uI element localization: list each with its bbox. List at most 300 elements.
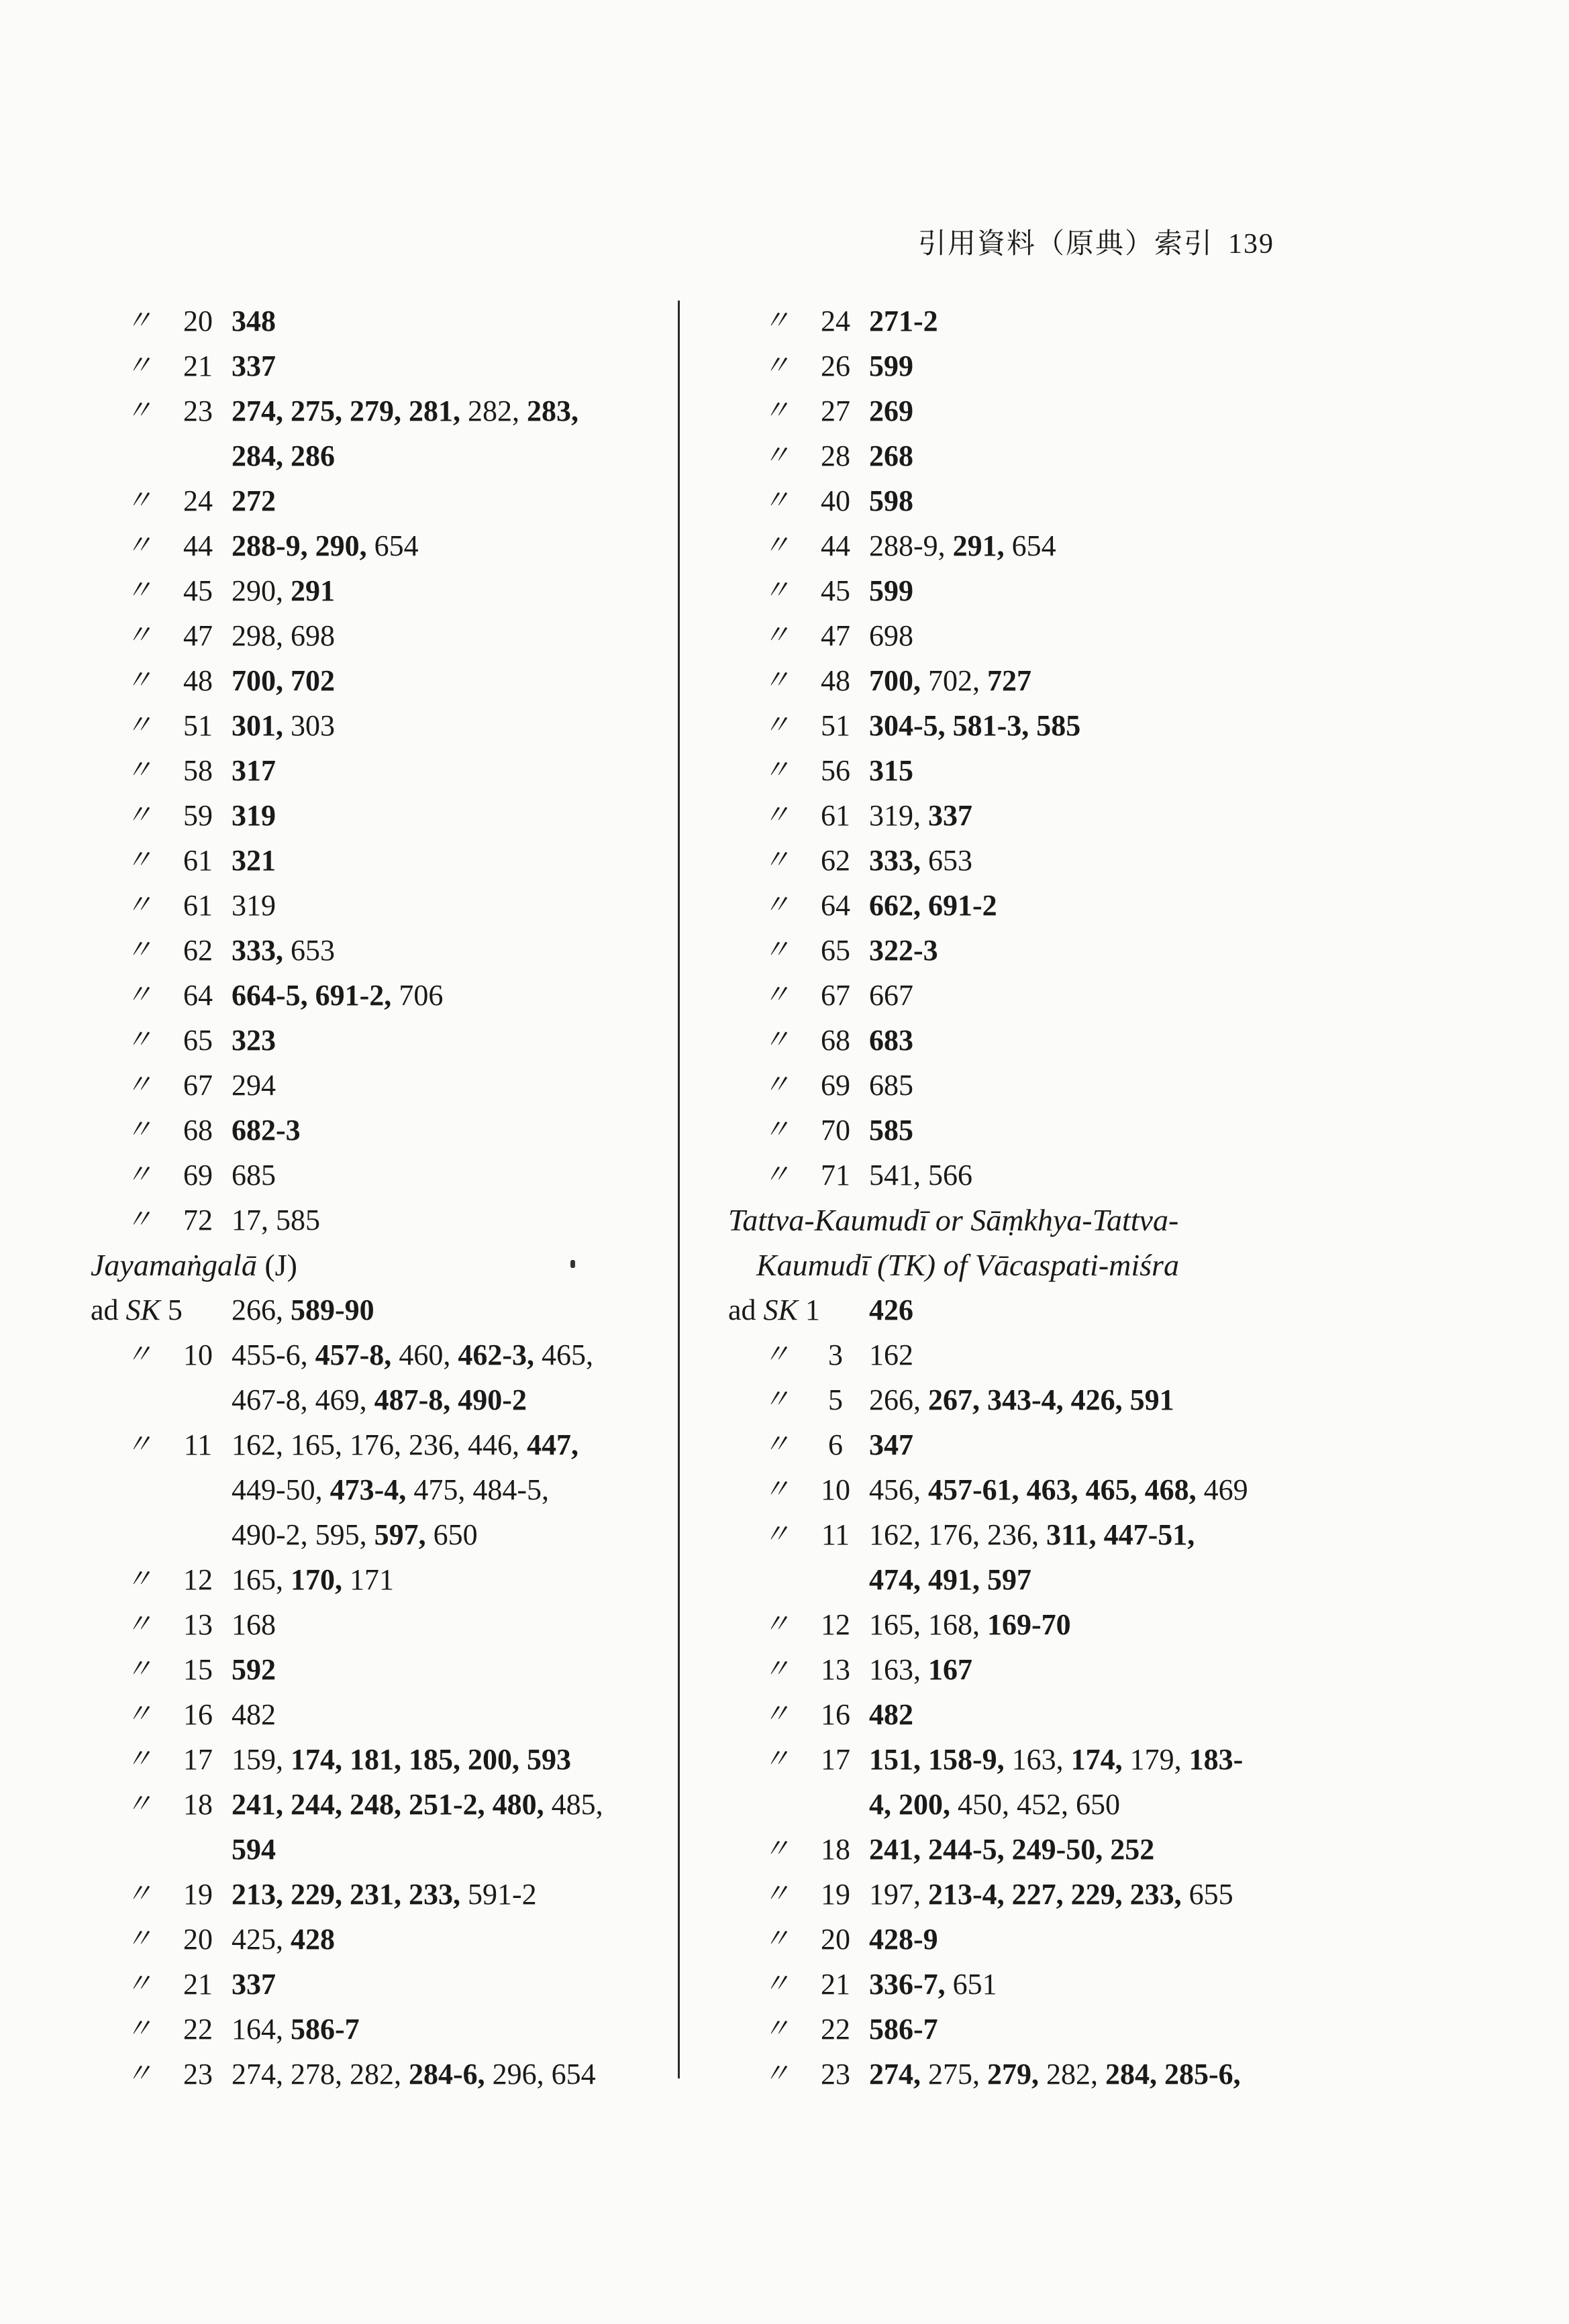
index-entry-line: [91, 883, 668, 928]
page-references: 298, 698: [232, 619, 335, 652]
index-entry-line: [91, 658, 668, 703]
verse-number: 16: [183, 1698, 213, 1731]
verse-number: 23: [821, 2058, 850, 2091]
ditto-mark: 〃: [125, 1699, 152, 1729]
ditto-mark: 〃: [763, 1969, 790, 1999]
index-entry-line: [91, 1737, 668, 1782]
index-entry-line: [728, 2052, 1319, 2097]
ditto-mark: 〃: [763, 1070, 790, 1100]
page-references: 151, 158-9, 163, 174, 179, 183-: [869, 1743, 1244, 1776]
index-entry-line: [728, 703, 1319, 748]
page-references: 271-2: [869, 305, 938, 337]
verse-number: 64: [821, 889, 850, 922]
page-references: 667: [869, 979, 913, 1012]
ditto-mark: 〃: [125, 1969, 152, 1999]
index-entry-line: [728, 748, 1319, 793]
ditto-mark: 〃: [763, 531, 790, 560]
page-references: 319: [232, 889, 276, 922]
page-references: 425, 428: [232, 1923, 335, 1956]
page-references: 337: [232, 1968, 276, 2001]
left-column: [91, 299, 668, 2097]
index-entry-line: [91, 1332, 668, 1377]
ditto-mark: 〃: [763, 1430, 790, 1459]
index-entry-line: [728, 1647, 1319, 1692]
verse-number: 48: [183, 664, 213, 697]
page-references: 159, 174, 181, 185, 200, 593: [232, 1743, 571, 1776]
verse-number: 45: [183, 574, 213, 607]
page-references: 197, 213-4, 227, 229, 233, 655: [869, 1878, 1233, 1911]
ditto-mark: 〃: [763, 666, 790, 695]
index-entry-line: [91, 1287, 668, 1332]
tattva-kaumudi-heading: [728, 1198, 1319, 1287]
index-entry-line: [91, 1692, 668, 1737]
page-references: 474, 491, 597: [869, 1563, 1031, 1596]
verse-number: 23: [183, 394, 213, 427]
page-references: 269: [869, 394, 913, 427]
ditto-mark: 〃: [763, 1879, 790, 1909]
index-entry-line: [728, 838, 1319, 883]
ditto-mark: 〃: [763, 2059, 790, 2089]
index-entry-line: [728, 1782, 1319, 1827]
index-entry-line: [91, 1153, 668, 1198]
verse-number: 51: [183, 709, 213, 742]
verse-number: 12: [821, 1608, 850, 1641]
verse-number: 19: [821, 1878, 850, 1911]
index-entry-line: [728, 1557, 1319, 1602]
index-entry-line: [91, 1647, 668, 1692]
index-entry-line: [728, 658, 1319, 703]
verse-number: 61: [183, 844, 213, 877]
verse-number: 64: [183, 979, 213, 1012]
page-references: 294: [232, 1069, 276, 1102]
index-entry-line: [728, 1018, 1319, 1063]
ditto-mark: 〃: [125, 1879, 152, 1909]
page-references: 700, 702, 727: [869, 664, 1031, 697]
ditto-mark: 〃: [125, 1565, 152, 1594]
ditto-mark: 〃: [125, 1430, 152, 1459]
ditto-mark: 〃: [763, 396, 790, 425]
verse-number: 15: [183, 1653, 213, 1686]
ditto-mark: 〃: [125, 980, 152, 1010]
verse-number: 48: [821, 664, 850, 697]
page-references: 594: [232, 1833, 276, 1866]
index-entry-line: [91, 433, 668, 478]
page-references: 456, 457-61, 463, 465, 468, 469: [869, 1473, 1248, 1506]
ditto-mark: 〃: [763, 576, 790, 605]
right-column: [728, 299, 1319, 2097]
page-references: 241, 244, 248, 251-2, 480, 485,: [232, 1788, 603, 1821]
ditto-mark: 〃: [763, 486, 790, 515]
verse-number: 10: [821, 1473, 850, 1506]
verse-number: 20: [183, 1923, 213, 1956]
heading-line-2-text: Kaumudī (TK) of Vācaspati-miśra: [756, 1248, 1179, 1282]
ditto-mark: 〃: [763, 1654, 790, 1684]
ditto-mark: 〃: [763, 1340, 790, 1369]
page-references: 17, 585: [232, 1204, 320, 1236]
ditto-mark: 〃: [125, 800, 152, 830]
page-references: 321: [232, 844, 276, 877]
ditto-mark: 〃: [125, 306, 152, 335]
ditto-mark: 〃: [125, 576, 152, 605]
index-entry-line: [728, 568, 1319, 613]
ditto-mark: 〃: [763, 306, 790, 335]
ditto-mark: 〃: [763, 1115, 790, 1145]
verse-number: 61: [821, 799, 850, 832]
heading-line-1: [728, 1203, 1178, 1237]
verse-number: 3: [828, 1338, 843, 1371]
page-references: 467-8, 469, 487-8, 490-2: [232, 1383, 527, 1416]
page-references: 585: [869, 1114, 913, 1147]
index-entry-line: [91, 299, 668, 344]
index-entry-line: [91, 1782, 668, 1827]
verse-number: 24: [821, 305, 850, 337]
page-references: 266, 267, 343-4, 426, 591: [869, 1383, 1174, 1416]
index-entry-line: [91, 388, 668, 433]
page-references: 482: [232, 1698, 276, 1731]
index-entry-line: [91, 344, 668, 388]
verse-number: 13: [821, 1653, 850, 1686]
ditto-mark: 〃: [125, 1654, 152, 1684]
index-entry-line: [728, 1872, 1319, 1917]
page-references: 288-9, 291, 654: [869, 529, 1056, 562]
page-references: 541, 566: [869, 1159, 972, 1192]
page-references: 455-6, 457-8, 460, 462-3, 465,: [232, 1338, 593, 1371]
index-entry-line: [91, 2007, 668, 2052]
page-references: 662, 691-2: [869, 889, 997, 922]
page-references: 700, 702: [232, 664, 335, 697]
verse-number: 69: [821, 1069, 850, 1102]
verse-number: 27: [821, 394, 850, 427]
page-references: 323: [232, 1024, 276, 1057]
index-entry-line: [728, 883, 1319, 928]
sk-label: ad SK 1: [728, 1293, 820, 1326]
ditto-mark: 〃: [763, 1609, 790, 1639]
index-entry-line: [728, 793, 1319, 838]
index-entry-line: [91, 838, 668, 883]
verse-number: 17: [821, 1743, 850, 1776]
verse-number: 71: [821, 1159, 850, 1192]
page-references: 304-5, 581-3, 585: [869, 709, 1081, 742]
index-entry-line: [91, 1377, 668, 1422]
verse-number: 72: [183, 1204, 213, 1236]
right-bottom-entries: [728, 1287, 1319, 2097]
ditto-mark: 〃: [125, 1205, 152, 1234]
ditto-mark: 〃: [125, 890, 152, 920]
index-entry-line: [91, 748, 668, 793]
ditto-mark: 〃: [763, 935, 790, 965]
index-entry-line: [91, 1827, 668, 1872]
verse-number: 67: [183, 1069, 213, 1102]
index-entry-line: [728, 1063, 1319, 1108]
page-references: 490-2, 595, 597, 650: [232, 1518, 478, 1551]
verse-number: 51: [821, 709, 850, 742]
verse-number: 47: [183, 619, 213, 652]
verse-number: 19: [183, 1878, 213, 1911]
ditto-mark: 〃: [125, 486, 152, 515]
index-entry-line: [91, 1198, 668, 1243]
ditto-mark: 〃: [125, 2059, 152, 2089]
index-entry-line: [728, 1737, 1319, 1782]
verse-number: 58: [183, 754, 213, 787]
index-entry-line: [728, 344, 1319, 388]
ditto-mark: 〃: [763, 1699, 790, 1729]
ditto-mark: 〃: [763, 755, 790, 785]
page-references: 272: [232, 484, 276, 517]
ditto-mark: 〃: [125, 1609, 152, 1639]
index-entry-line: [728, 1692, 1319, 1737]
index-entry-line: [728, 1962, 1319, 2007]
index-entry-line: [728, 478, 1319, 523]
verse-number: 17: [183, 1743, 213, 1776]
index-entry-line: [91, 1467, 668, 1512]
index-entry-line: [91, 1108, 668, 1153]
index-entry-line: [728, 1917, 1319, 1962]
ditto-mark: 〃: [125, 621, 152, 650]
verse-number: 12: [183, 1563, 213, 1596]
column-divider: [678, 301, 680, 2078]
verse-number: 65: [821, 934, 850, 967]
ditto-mark: 〃: [763, 2014, 790, 2044]
verse-number: 6: [828, 1428, 843, 1461]
verse-number: 70: [821, 1114, 850, 1147]
verse-number: 44: [183, 529, 213, 562]
page-references: 685: [869, 1069, 913, 1102]
index-entry-line: [91, 1063, 668, 1108]
index-entry-line: [728, 299, 1319, 344]
ditto-mark: 〃: [763, 351, 790, 380]
verse-number: 44: [821, 529, 850, 562]
page-references: 322-3: [869, 934, 938, 967]
index-entry-line: [728, 433, 1319, 478]
page-references: 162, 165, 176, 236, 446, 447,: [232, 1428, 578, 1461]
ditto-mark: 〃: [125, 845, 152, 875]
index-entry-line: [91, 1917, 668, 1962]
ditto-mark: 〃: [763, 1520, 790, 1549]
left-top-entries: [91, 299, 668, 1243]
sk-label: ad SK 5: [91, 1293, 183, 1326]
verse-number: 23: [183, 2058, 213, 2091]
ditto-mark: 〃: [763, 1834, 790, 1864]
ditto-mark: 〃: [763, 1025, 790, 1055]
ditto-mark: 〃: [763, 441, 790, 470]
index-entry-line: [728, 2007, 1319, 2052]
ditto-mark: 〃: [125, 531, 152, 560]
ditto-mark: 〃: [763, 621, 790, 650]
page-references: 482: [869, 1698, 913, 1731]
heading-line-1-text: Tattva-Kaumudī or Sāṃkhya-Tattva-: [728, 1203, 1179, 1237]
index-entry-line: [91, 568, 668, 613]
verse-number: 69: [183, 1159, 213, 1192]
index-entry-line: [91, 478, 668, 523]
ditto-mark: 〃: [125, 2014, 152, 2044]
verse-number: 56: [821, 754, 850, 787]
page-references: 347: [869, 1428, 913, 1461]
index-entry-line: [728, 973, 1319, 1018]
ditto-mark: 〃: [125, 755, 152, 785]
page-references: 685: [232, 1159, 276, 1192]
ditto-mark: 〃: [125, 1789, 152, 1819]
page-references: 168: [232, 1608, 276, 1641]
running-header: [918, 221, 1275, 268]
verse-number: 21: [183, 350, 213, 382]
ditto-mark: 〃: [125, 1115, 152, 1145]
index-entry-line: [728, 1153, 1319, 1198]
verse-number: 67: [821, 979, 850, 1012]
page-references: 4, 200, 450, 452, 650: [869, 1788, 1120, 1821]
verse-number: 11: [821, 1518, 850, 1551]
page-references: 333, 653: [869, 844, 972, 877]
index-entry-line: [91, 2052, 668, 2097]
verse-number: 5: [828, 1383, 843, 1416]
page-references: 592: [232, 1653, 276, 1686]
page-references: 301, 303: [232, 709, 335, 742]
page-references: 698: [869, 619, 913, 652]
index-entry-line: [728, 613, 1319, 658]
index-entry-line: [728, 1287, 1319, 1332]
page-references: 337: [232, 350, 276, 382]
page-references: 682-3: [232, 1114, 301, 1147]
index-entry-line: [91, 1602, 668, 1647]
page-references: 165, 170, 171: [232, 1563, 394, 1596]
page-references: 164, 586-7: [232, 2013, 360, 2046]
verse-number: 62: [183, 934, 213, 967]
index-entry-line: [728, 1108, 1319, 1153]
page-references: 319, 337: [869, 799, 972, 832]
ditto-mark: 〃: [125, 935, 152, 965]
verse-number: 59: [183, 799, 213, 832]
ditto-mark: 〃: [763, 1924, 790, 1954]
index-entry-line: [728, 1422, 1319, 1467]
index-entry-line: [728, 523, 1319, 568]
page-references: 599: [869, 350, 913, 382]
verse-number: 22: [821, 2013, 850, 2046]
page-references: 449-50, 473-4, 475, 484-5,: [232, 1473, 549, 1506]
page-references: 599: [869, 574, 913, 607]
page-references: 586-7: [869, 2013, 938, 2046]
page-references: 274, 275, 279, 281, 282, 283,: [232, 394, 578, 427]
page-references: 163, 167: [869, 1653, 972, 1686]
page-references: 162, 176, 236, 311, 447-51,: [869, 1518, 1195, 1551]
page-references: 317: [232, 754, 276, 787]
ditto-mark: 〃: [125, 710, 152, 740]
verse-number: 65: [183, 1024, 213, 1057]
ditto-mark: 〃: [125, 351, 152, 380]
ditto-mark: 〃: [125, 1340, 152, 1369]
page-references: 336-7, 651: [869, 1968, 997, 2001]
index-entry-line: [91, 1512, 668, 1557]
index-entry-line: [91, 1557, 668, 1602]
page-references: 290, 291: [232, 574, 335, 607]
heading-work-title: Jayamaṅgalā: [91, 1248, 257, 1282]
verse-number: 21: [821, 1968, 850, 2001]
verse-number: 18: [183, 1788, 213, 1821]
ditto-mark: 〃: [763, 845, 790, 875]
heading-line-2: [728, 1243, 1319, 1287]
index-entry-line: [728, 1377, 1319, 1422]
ditto-mark: 〃: [763, 800, 790, 830]
page-references: 426: [869, 1293, 913, 1326]
index-entry-line: [91, 973, 668, 1018]
verse-number: 61: [183, 889, 213, 922]
page-references: 284, 286: [232, 439, 335, 472]
ditto-mark: 〃: [125, 1744, 152, 1774]
index-entry-line: [91, 523, 668, 568]
index-entry-line: [728, 1467, 1319, 1512]
index-entry-line: [91, 613, 668, 658]
verse-number: 16: [821, 1698, 850, 1731]
ditto-mark: 〃: [125, 1070, 152, 1100]
ditto-mark: 〃: [763, 1475, 790, 1504]
verse-number: 47: [821, 619, 850, 652]
page-references: 213, 229, 231, 233, 591-2: [232, 1878, 537, 1911]
index-entry-line: [91, 928, 668, 973]
verse-number: 13: [183, 1608, 213, 1641]
ditto-mark: 〃: [125, 1160, 152, 1190]
verse-number: 68: [183, 1114, 213, 1147]
ditto-mark: 〃: [763, 710, 790, 740]
index-entry-line: [91, 1018, 668, 1063]
index-entry-line: [91, 1872, 668, 1917]
verse-number: 24: [183, 484, 213, 517]
verse-number: 45: [821, 574, 850, 607]
page-references: 288-9, 290, 654: [232, 529, 419, 562]
page-references: 274, 275, 279, 282, 284, 285-6,: [869, 2058, 1241, 2091]
page-references: 598: [869, 484, 913, 517]
page-references: 664-5, 691-2, 706: [232, 979, 444, 1012]
ditto-mark: 〃: [125, 1025, 152, 1055]
page-references: 348: [232, 305, 276, 337]
verse-number: 26: [821, 350, 850, 382]
index-entry-line: [91, 793, 668, 838]
header-title: 引用資料（原典）索引: [918, 229, 1214, 260]
left-bottom-entries: [91, 1287, 668, 2097]
page-references: 268: [869, 439, 913, 472]
ditto-mark: 〃: [763, 1744, 790, 1774]
page-references: 165, 168, 169-70: [869, 1608, 1071, 1641]
ditto-mark: 〃: [763, 1385, 790, 1414]
right-top-entries: [728, 299, 1319, 1198]
verse-number: 20: [821, 1923, 850, 1956]
ditto-mark: 〃: [125, 666, 152, 695]
ditto-mark: 〃: [763, 980, 790, 1010]
index-entry-line: [91, 703, 668, 748]
index-entry-line: [91, 1422, 668, 1467]
page-references: 428-9: [869, 1923, 938, 1956]
index-entry-line: [728, 388, 1319, 433]
page-references: 315: [869, 754, 913, 787]
verse-number: 18: [821, 1833, 850, 1866]
ditto-mark: 〃: [125, 1924, 152, 1954]
verse-number: 68: [821, 1024, 850, 1057]
index-entry-line: [728, 1512, 1319, 1557]
verse-number: 11: [183, 1428, 213, 1461]
page-references: 333, 653: [232, 934, 335, 967]
ditto-mark: 〃: [763, 1160, 790, 1190]
page-references: 266, 589-90: [232, 1293, 374, 1326]
verse-number: 40: [821, 484, 850, 517]
verse-number: 10: [183, 1338, 213, 1371]
page-references: 319: [232, 799, 276, 832]
index-entry-line: [728, 1602, 1319, 1647]
verse-number: 21: [183, 1968, 213, 2001]
verse-number: 28: [821, 439, 850, 472]
index-entry-line: [91, 1962, 668, 2007]
jayamangala-heading: [91, 1243, 668, 1287]
verse-number: 62: [821, 844, 850, 877]
page-number: 139: [1228, 229, 1275, 260]
page-references: 683: [869, 1024, 913, 1057]
verse-number: 20: [183, 305, 213, 337]
